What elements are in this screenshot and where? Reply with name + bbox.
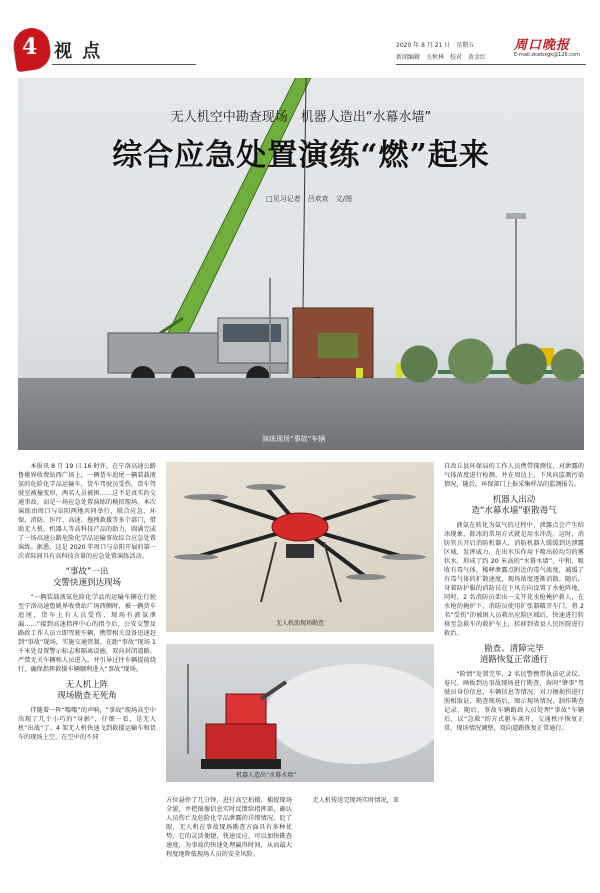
subhead-3-line1: 机器人出动 [492,495,536,505]
paragraph-7: “险情”处置完毕，2 名民警携带执法记录仪、卷尺、画板到达事故现场进行勘查，询问“肇事”驾驶员身份信息，车辆信息等情况，对刀擦损伤进行照相取证，勘查现场后，图示现场情况，制作勘查记录。随后，事故车辆路政人员处理“事故”车辆后，以“急救”的方式驱车离开，交通秩序恢复正常，现场情况调整，双向道路恢复正常通行。 [444,671,584,732]
newspaper-logo: 周口晚报 [514,38,571,53]
column-2-bottom [166,796,292,859]
paragraph-1: “一辆装载液氨危险化学品的运输车辆在行驶至宁洛高速鲁姚界收费站广场西侧时，被一辆货车追尾，货车上有人员受伤，现场有液氨泄漏……”接到高速指挥中心的指令后，公安交警及路政工作人员立即驾驶车辆，携带相关设备迅速赶到“事故”现场，实施交通管制。在距“事故”现场 1 千米处设置警示标志和隔离设施，双向封闭道路。严禁无关车辆和人员进入，并引导过往车辆提前绕行，确保指挥救援车辆顺利进入“事故”现场。 [18,594,156,673]
subhead-1 [18,567,156,589]
subhead-2 [18,680,156,702]
subhead-4-line2: 道路恢复正常通行 [479,655,548,665]
hero-photo [18,78,584,450]
article-title: 综合应急处置演练“燃”起来 [112,138,490,173]
subhead-1-line1: “事故”一出 [65,567,109,577]
fire-robot [206,724,276,764]
article-subtitle: 无人机空中勘查现场 机器人造出“水幕水墙” [170,110,432,125]
paragraph-2: 伴随着一阵“嗡嗡”的声响，“事故”现场高空中出现了几个小巧的“身影”，仔细一看，是无人机“出战”了。4 架无人机快速飞到救援运输车和货车的现场上空，在空中的不同 [18,707,156,741]
column-4 [444,462,584,733]
paragraph-4: 无人机传送完现场实时情况，来 [312,797,400,804]
robot-caption: 机器人造出“水幕水墙” [236,772,297,779]
robot-illustration [166,644,434,782]
trees [378,328,584,388]
subhead-2-line1: 无人机上阵 [65,680,109,690]
section-title: 视 点 [54,41,103,62]
header-rule-right [396,64,586,65]
subhead-3 [444,495,584,517]
contact-email: E-mail:zkwbxgk@126.com [514,52,580,58]
page-number: 4 [22,34,38,60]
drone-illustration [166,462,434,632]
hero-caption: 演练现场“事故”车辆 [262,435,326,443]
paragraph-5: 自改丘县环保局的工作人员携带探测仪，对泄露的气体浓度进行检测，并在周边上、下风向监测污染情况，随后，环保部门上报采集样品的监测报告。 [444,463,584,488]
subhead-1-line2: 交警快速到达现场 [52,578,121,588]
column-1 [18,462,156,742]
page-header [0,0,600,78]
robot-photo [166,644,434,782]
article-byline: □见习记者 吕欢欢 文/图 [266,195,352,203]
editor-credits: 新闻编辑 关秋林 校对 黄金红 [396,54,487,61]
column-3-bottom [300,796,434,805]
drone-photo [166,462,434,632]
subhead-4-line1: 勘查、清障完毕 [484,644,544,654]
issue-date: 2020 年 8 月 21 日 星期五 [396,42,475,49]
header-rule-left [52,64,196,65]
subhead-4 [444,644,584,666]
paragraph-6: 液氨在转化为氨气的过程中，泄露点会产生结冰现象，除冰的常用方式就是用水冲洗。这时，消防官兵开启消防机器人，消防机器人缓缓到达泄露区域，发挥威力，在出水压作用下喷出较均匀的雾状水，形成了约 20 米高的“水幕水墙”，中和、吸收有毒气体，稀释泄露点附近的毒气浓度，减缓了有毒气体的扩散速度，现场浓度逐渐消散。随后，身着防护服的消防员在下风方向设置了水枪阵地，同时，2 名消防员架出一支开花水枪掩护救人，在水枪的掩护下，消防员使用扩张器破开车门，将 2 名“受伤”的被困人员救出应险区域后，快速进行转移至急救车的救护车上，转移到省县人民医院进行救治。 [444,522,584,637]
subhead-2-line2: 现场勘查无死角 [57,691,117,701]
drone-caption: 无人机助现场勘查 [276,620,325,627]
subhead-3-line2: 造“水幕水墙”驱散毒气 [471,506,557,516]
intro-paragraph: 本报讯 8 月 19 日 16 时许，在宁洛高速公路鲁姚界收费站西广场上，一辆货车追尾一辆装载液氨的危险化学品运输车，货车驾驶员受伤，货车驾驶室被撞变形，两名人员被困……这不是真实的交通事故，而是一场应急处置演练的模拟现场。本次演练由周口与阜阳两地共同举行，联合应急、环保、消防、医疗、高速、拖拽救援等多个部门，借助无人机、机器人等高科技产品的助力，圆满完成了一场高速公路危险化学品运输事故综合应急处置演练。据悉，这是 2020 年周口与阜阳开展的第一次省际间具有高科技含量的应急处置演练活动。 [18,463,156,560]
paragraph-3: 方位悬停了几分钟，进行高空拍摄，捕捉现场全貌，并把图像信息实时反馈给指挥部，确认人员伤亡及危险化学品泄露的详细情况。眨了眼，无人机在事故现场勘查方面具有多种优势，它的灵活便捷，快速反应，可以加快勘查速度，为事故的快速处理赢得时间，从而最大程度地降低现场人员的安全风险。 [166,797,292,858]
